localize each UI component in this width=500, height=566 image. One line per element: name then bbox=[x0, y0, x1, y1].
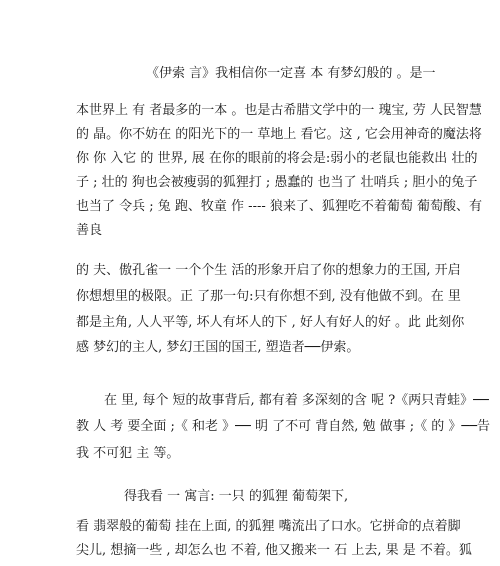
text-line-3: 的 晶。你不妨在 的阳光下的一 草地上 看它。这 , 它会用神奇的魔法将 bbox=[76, 127, 482, 142]
text-line-7: 善良 bbox=[76, 223, 103, 238]
text-line-14: 我 不可犯 主 等。 bbox=[76, 446, 180, 461]
text-line-1: 《伊索 言》我相信你一定喜 本 有梦幻般的 。是一 bbox=[146, 66, 436, 81]
text-line-5: 子 ; 壮的 狗也会被瘦弱的狐狸打 ; 愚蠢的 也当了 壮哨兵 ; 胆小的兔子 bbox=[76, 175, 478, 190]
text-line-10: 都是主角, 人人平等, 坏人有坏人的下 , 好人有好人的好 。此 此刻你 bbox=[76, 315, 465, 330]
text-line-8: 的 夫、傲孔雀一 一个个生 活的形象开启了你的想象力的王国, 开启 bbox=[76, 263, 461, 278]
text-line-2: 本世界上 有 者最多的一本 。也是古希腊文学中的一 瑰宝, 劳 人民智慧 bbox=[76, 103, 482, 118]
text-line-13: 教 人 考 要全面 ;《 和老 》── 明 了不可 背自然, 勉 做事 ;《 的 》──告 bbox=[76, 419, 491, 434]
text-line-15: 得我看 一 寓言: 一只 的狐狸 葡萄架下, bbox=[124, 489, 349, 504]
text-line-4: 你 你 入它 的 世界, 展 在你的眼前的将会是:弱小的老鼠也能救出 壮的 bbox=[76, 151, 478, 166]
text-line-17: 尖儿, 想摘一些 , 却怎么也 不着, 他又搬来一 石 上去, 果 是 不着。狐 bbox=[76, 543, 472, 558]
text-line-16: 看 翡翠般的葡萄 挂在上面, 的狐狸 嘴流出了口水。它拼命的点着脚 bbox=[76, 519, 461, 534]
text-line-11: 感 梦幻的主人, 梦幻王国的国王, 塑造者──伊索。 bbox=[76, 340, 360, 355]
text-line-6: 也当了 令兵 ; 兔 跑、牧童 作 ---- 狼来了、狐狸吃不着葡萄 葡萄酸、有 bbox=[76, 199, 483, 214]
text-line-9: 你想想里的极限。正 了那一句:只有你想不到, 没有他做不到。在 里 bbox=[76, 289, 461, 304]
text-line-12: 在 里, 每个 短的故事背后, 都有着 多深刻的含 呢 ?《两只青蛙》── bbox=[104, 393, 489, 408]
